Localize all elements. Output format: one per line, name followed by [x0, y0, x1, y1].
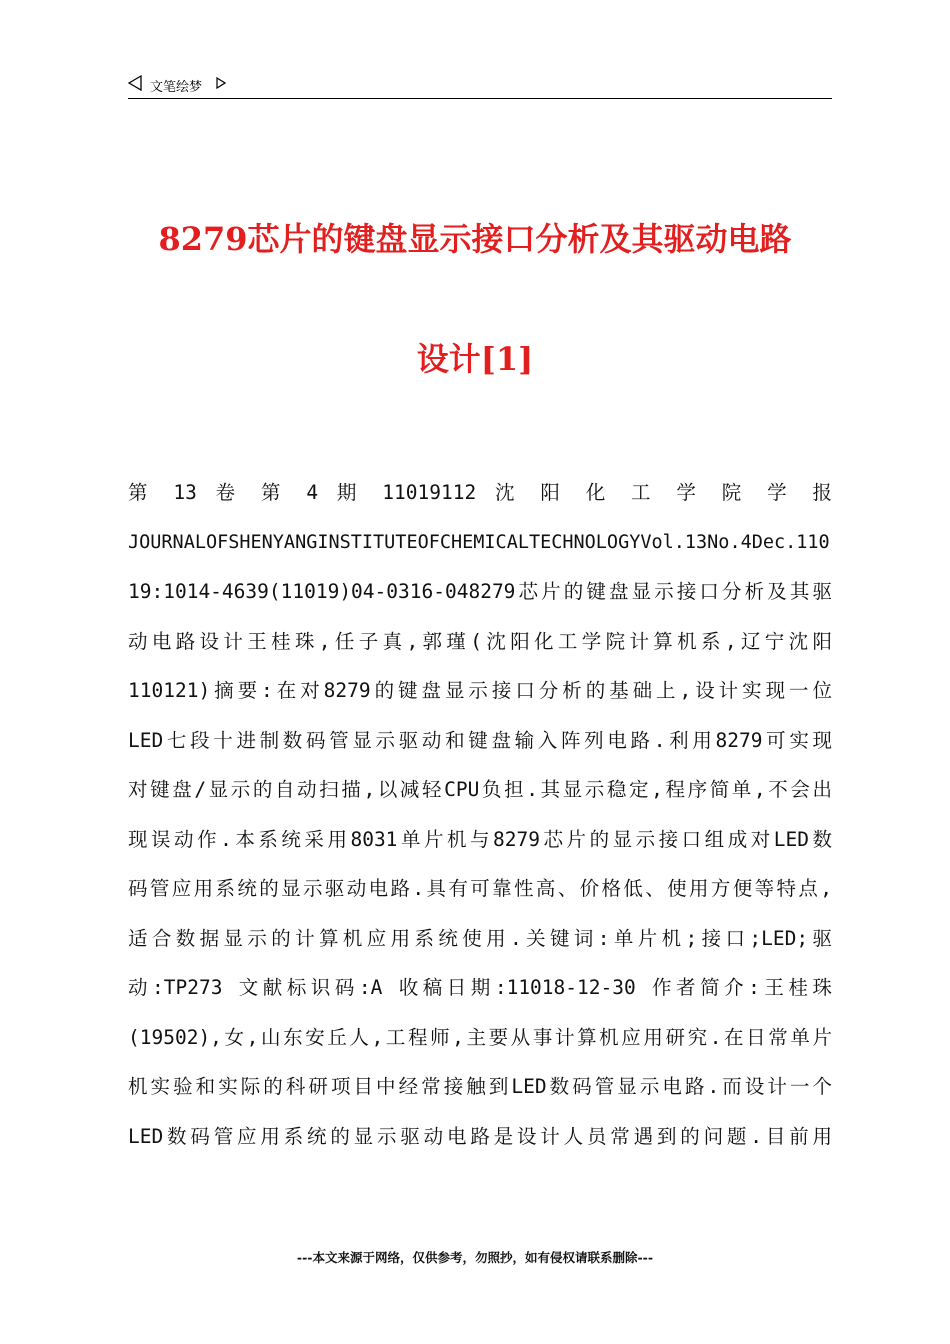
body-line: 动电路设计王桂珠,任子真,郭瑾(沈阳化工学院计算机系,辽宁沈阳 — [128, 629, 832, 653]
body-line: LED数码管应用系统的显示驱动电路是设计人员常遇到的问题.目前用 — [128, 1124, 832, 1148]
body-line: LED七段十进制数码管显示驱动和键盘输入阵列电路.利用8279可实现 — [128, 728, 832, 752]
page-header — [128, 72, 832, 99]
body-line: 现误动作.本系统采用8031单片机与8279芯片的显示接口组成对LED数 — [128, 827, 832, 851]
body-line: (19502),女,山东安丘人,工程师,主要从事计算机应用研究.在日常单片 — [128, 1025, 832, 1049]
right-triangle-icon — [216, 77, 226, 89]
body-line: 19:1014-4639(11019)04-0316-048279芯片的键盘显示接口分析及其驱 — [128, 580, 832, 603]
body-line: 对键盘/显示的自动扫描,以减轻CPU负担.其显示稳定,程序简单,不会出 — [128, 778, 832, 801]
document-title-line-2: 设计[1] — [416, 340, 534, 378]
page-footer-notice: ---本文来源于网络，仅供参考，勿照抄，如有侵权请联系删除--- — [296, 1250, 654, 1265]
body-line: 机实验和实际的科研项目中经常接触到LED数码管显示电路.而设计一个 — [128, 1075, 832, 1098]
document-body — [128, 468, 832, 1161]
body-line: 第 13 卷 第 4 期 11019112 沈 阳 化 工 学 院 学 报 — [128, 481, 832, 504]
left-triangle-icon — [128, 75, 142, 91]
body-line: JOURNALOFSHENYANGINSTITUTEOFCHEMICALTECHNOLOGYVol.13No.4Dec.110 — [128, 531, 830, 553]
body-line: 110121)摘要:在对8279的键盘显示接口分析的基础上,设计实现一位 — [128, 679, 832, 702]
body-line: 动:TP273 文献标识码:A 收稿日期:11018-12-30 作者简介:王桂珠 — [128, 976, 832, 999]
document-title-line-1: 8279芯片的键盘显示接口分析及其驱动电路 — [158, 220, 792, 258]
body-line: 适合数据显示的计算机应用系统使用.关键词:单片机;接口;LED;驱 — [128, 926, 832, 950]
header-brand: 文笔绘梦 — [150, 80, 203, 95]
body-line: 码管应用系统的显示驱动电路.具有可靠性高、价格低、使用方便等特点, — [128, 877, 832, 900]
